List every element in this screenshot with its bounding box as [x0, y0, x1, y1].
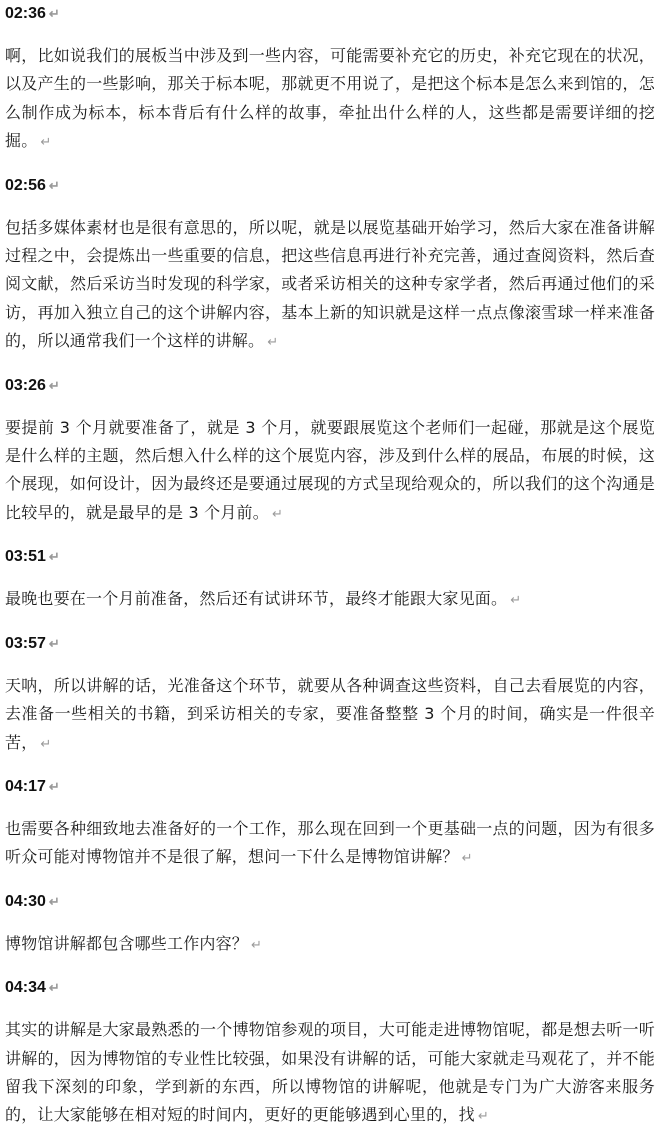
- transcript-entry: [5, 974, 655, 1132]
- timestamp-line: [5, 630, 655, 658]
- paragraph-mark-icon: ↵: [510, 593, 522, 609]
- paragraph-mark-icon: ↵: [48, 549, 60, 565]
- timestamp-line: [5, 0, 655, 28]
- transcript-entry: [5, 172, 655, 358]
- paragraph-text: 要提前 3 个月就要准备了，就是 3 个月，就要跟展览这个老师们一起碰，那就是这个展览是什么样的主题，然后想入什么样的这个展览内容，涉及到什么样的展品，布展的时候，这个展现，如何设计，因为最终还是要通过展现的方式呈现给观众的，所以我们的这个沟通是比较早的，就是最早的是 3 个月前。: [5, 417, 655, 522]
- timestamp: 03:57: [5, 634, 46, 652]
- timestamp: 02:36: [5, 5, 46, 22]
- transcript-paragraph: [5, 1016, 655, 1132]
- transcript-entry: [5, 543, 655, 615]
- transcript-entry: [5, 0, 655, 158]
- paragraph-text: 其实的讲解是大家最熟悉的一个博物馆参观的项目，大可能走进博物馆呢，都是想去听一听讲解的，因为博物馆的专业性比较强，如果没有讲解的话，可能大家就走马观花了，并不能留我下深刻的印象，学到新的东西，所以博物馆的讲解呢，他就是专门为广大游客来服务的，让大家能够在相对短的时间内，更好的更能够遇到心里的，找: [5, 1020, 655, 1125]
- paragraph-text: 啊，比如说我们的展板当中涉及到一些内容，可能需要补充它的历史，补充它现在的状况，以及产生的一些影响，那关于标本呢，那就更不用说了，是把这个标本是怎么来到馆的，怎么制作成为标本，标本背后有什么样的故事，牵扯出什么样的人，这些都是需要详细的挖掘。: [5, 46, 655, 151]
- timestamp: 04:30: [5, 892, 46, 910]
- paragraph-text: 博物馆讲解都包含哪些工作内容？: [5, 933, 249, 953]
- paragraph-mark-icon: ↵: [48, 980, 60, 996]
- paragraph-mark-icon: ↵: [48, 635, 60, 651]
- transcript-paragraph: [5, 815, 655, 874]
- transcript-paragraph: [5, 414, 655, 530]
- paragraph-mark-icon: ↵: [40, 135, 52, 151]
- paragraph-text: 也需要各种细致地去准备好的一个工作，那么现在回到一个更基础一点的问题，因为有很多听众可能对博物馆并不是很了解，想问一下什么是博物馆讲解？: [5, 818, 655, 867]
- timestamp: 04:17: [5, 777, 46, 795]
- transcript-paragraph: [5, 42, 655, 158]
- timestamp: 04:34: [5, 979, 46, 997]
- timestamp-line: [5, 372, 655, 400]
- timestamp-line: [5, 172, 655, 200]
- timestamp-line: [5, 543, 655, 571]
- paragraph-mark-icon: ↵: [40, 736, 52, 752]
- transcript-entry: [5, 372, 655, 530]
- paragraph-text: 天呐，所以讲解的话，光准备这个环节，就要从各种调查这些资料，自己去看展览的内容，去准备一些相关的书籍，到采访相关的专家，要准备整整 3 个月的时间，确实是一件很辛苦，: [5, 675, 655, 752]
- paragraph-mark-icon: ↵: [48, 377, 60, 393]
- paragraph-text: 包括多媒体素材也是很有意思的，所以呢，就是以展览基础开始学习，然后大家在准备讲解过程之中，会提炼出一些重要的信息，把这些信息再进行补充完善，通过查阅资料，然后查阅文献，然后采访当时发现的科学家，或者采访相关的这种专家学者，然后再通过他们的采访，再加入独立自己的这个讲解内容，基本上新的知识就是这样一点点像滚雪球一样来准备的，所以通常我们一个这样的讲解。: [5, 217, 655, 351]
- timestamp-line: [5, 974, 655, 1002]
- paragraph-mark-icon: ↵: [267, 335, 279, 351]
- transcript-paragraph: [5, 930, 655, 960]
- transcript-paragraph: [5, 672, 655, 759]
- timestamp: 02:56: [5, 176, 46, 194]
- transcript-document: [5, 0, 655, 1146]
- timestamp: 03:26: [5, 376, 46, 394]
- transcript-paragraph: [5, 214, 655, 358]
- paragraph-mark-icon: ↵: [271, 506, 284, 522]
- transcript-paragraph: [5, 585, 655, 615]
- timestamp-line: [5, 888, 655, 916]
- paragraph-mark-icon: ↵: [477, 1109, 489, 1125]
- timestamp-line: [5, 773, 655, 801]
- paragraph-mark-icon: ↵: [461, 851, 473, 867]
- paragraph-text: 最晚也要在一个月前准备，然后还有试讲环节，最终才能跟大家见面。: [5, 589, 508, 609]
- transcript-entry: [5, 773, 655, 874]
- paragraph-mark-icon: ↵: [251, 937, 263, 953]
- paragraph-mark-icon: ↵: [48, 6, 60, 21]
- paragraph-mark-icon: ↵: [48, 177, 60, 193]
- paragraph-mark-icon: ↵: [48, 893, 60, 909]
- paragraph-mark-icon: ↵: [48, 778, 60, 794]
- timestamp: 03:51: [5, 548, 46, 566]
- transcript-entry: [5, 630, 655, 759]
- transcript-entry: [5, 888, 655, 960]
